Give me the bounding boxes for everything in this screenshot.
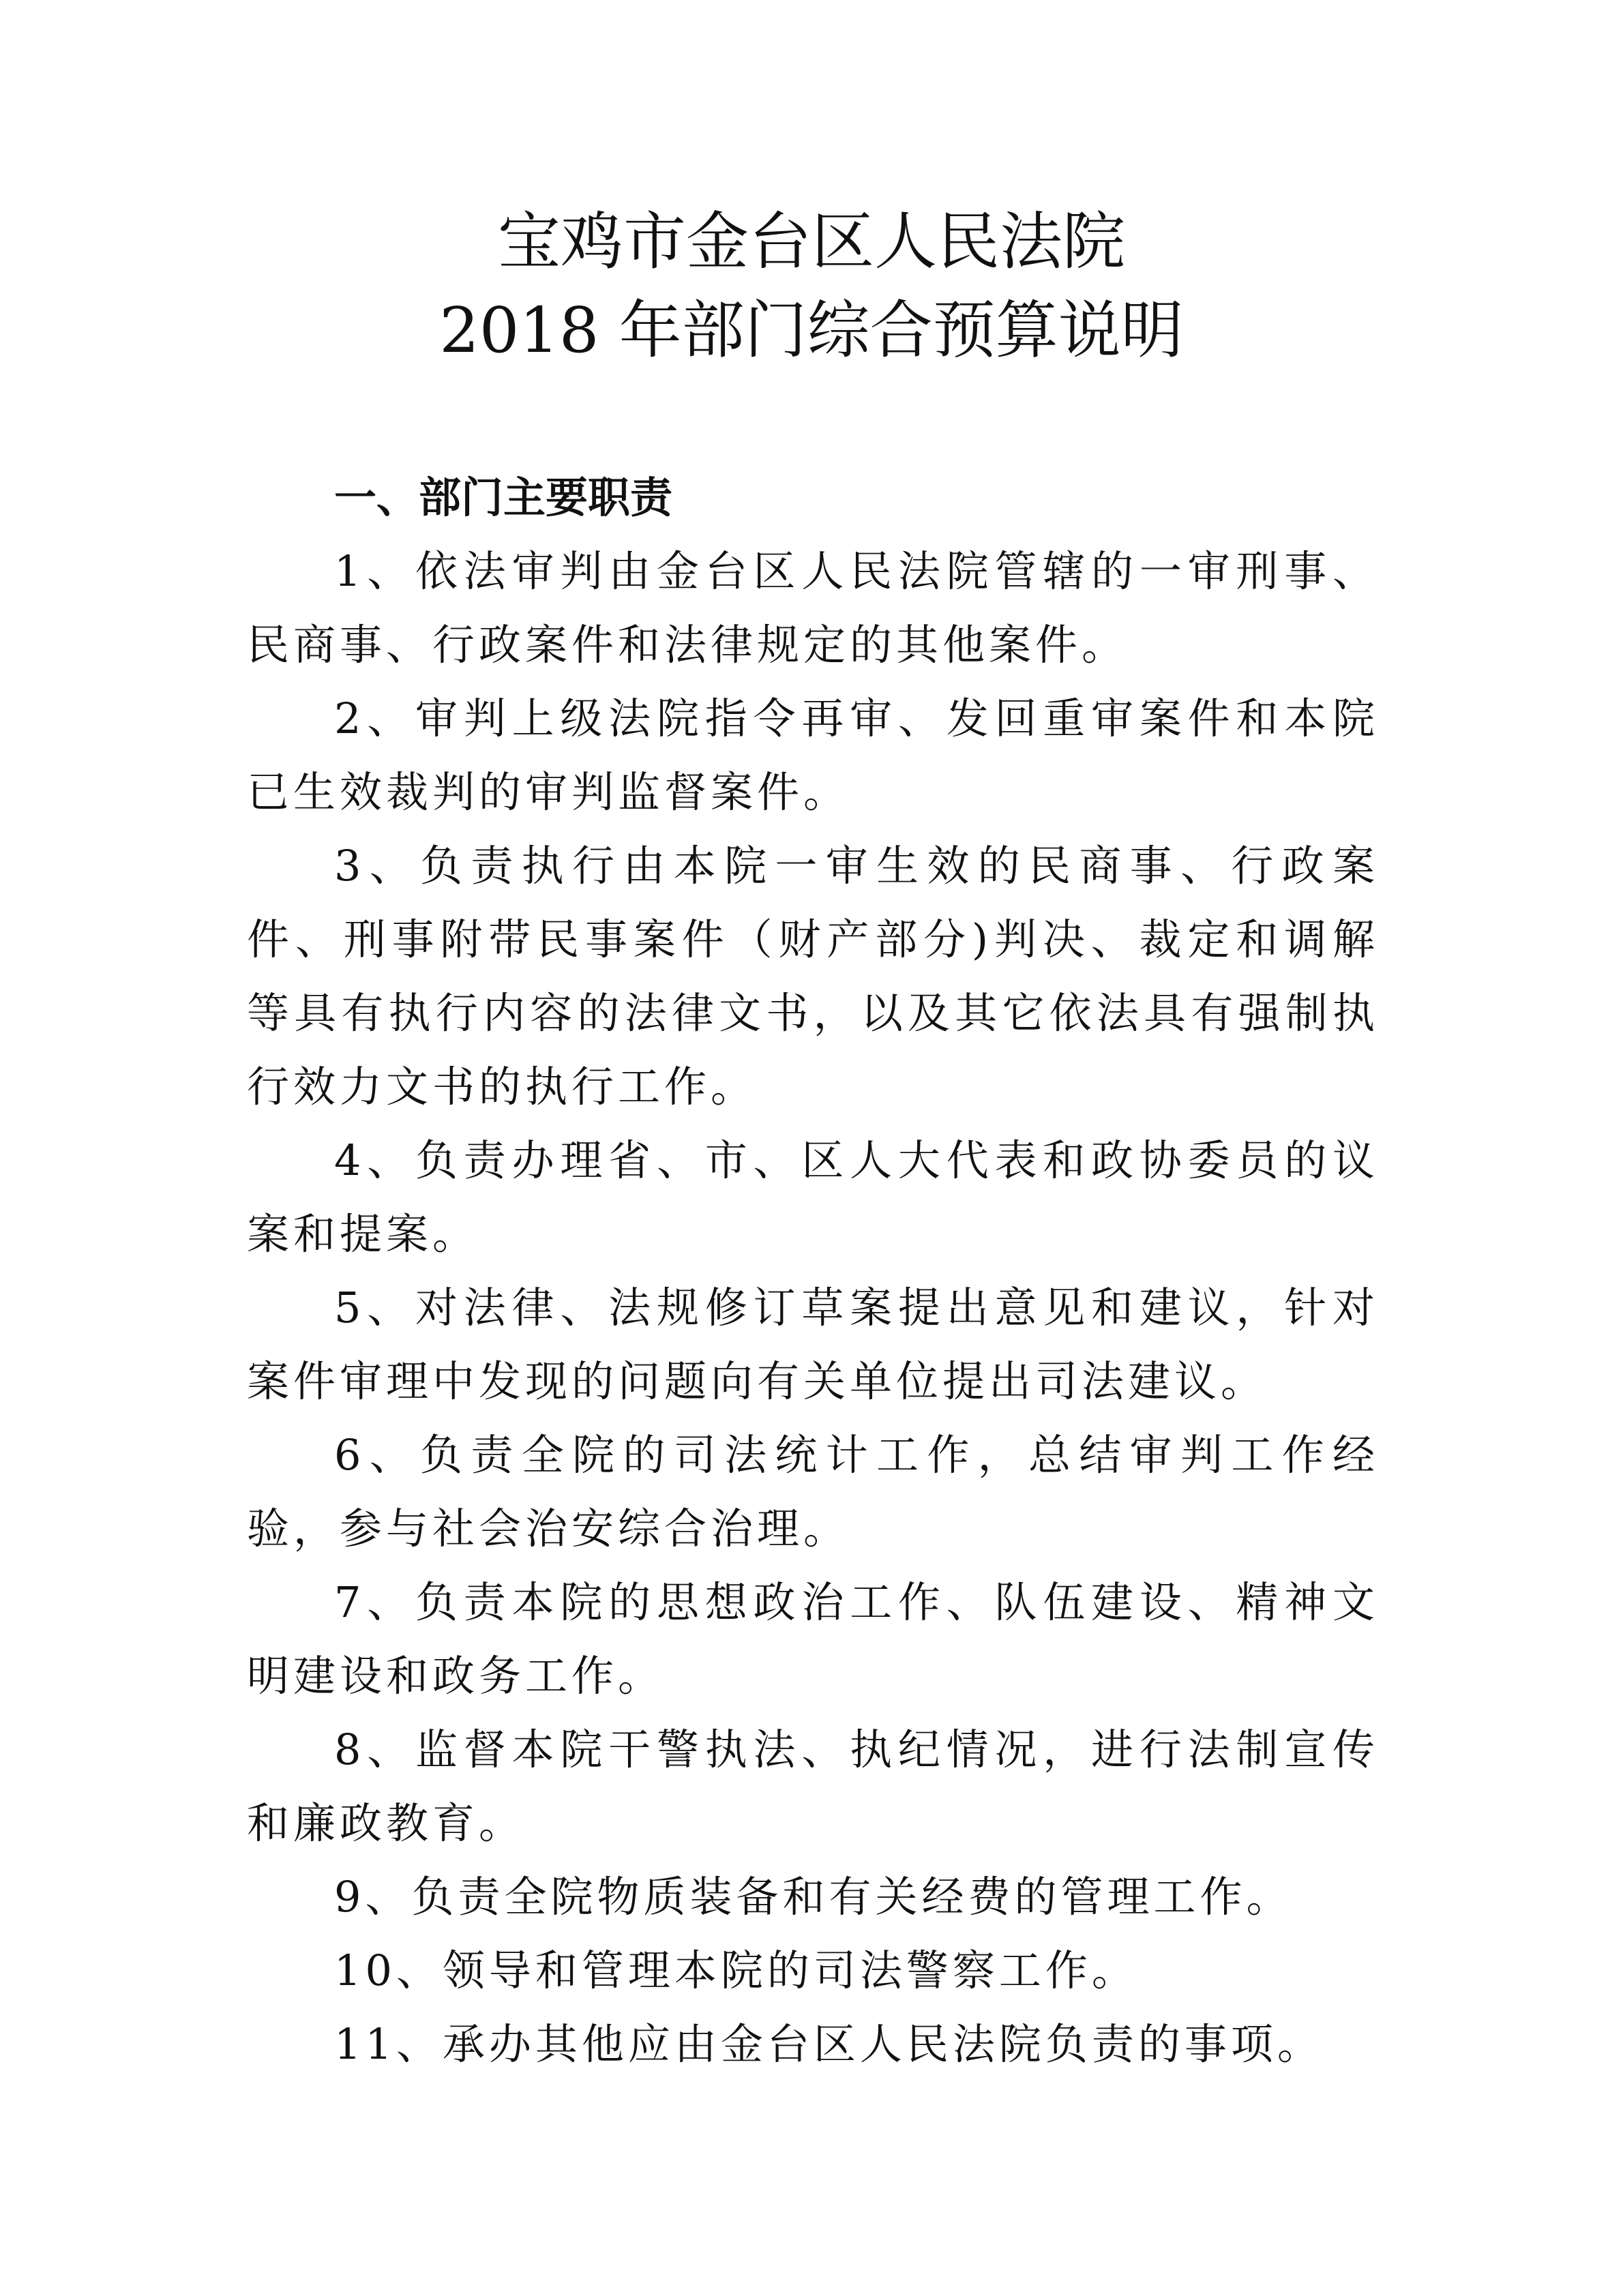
section-heading: 一、部门主要职责 bbox=[334, 473, 673, 522]
paragraph-2: 2、审判上级法院指令再审、发回重审案件和本院已生效裁判的审判监督案件。 bbox=[247, 694, 1379, 817]
document-body bbox=[247, 461, 1379, 2081]
paragraph-8: 8、监督本院干警执法、执纪情况，进行法制宣传和廉政教育。 bbox=[247, 1725, 1379, 1848]
paragraph-1: 1、依法审判由金台区人民法院管辖的一审刑事、民商事、行政案件和法律规定的其他案件。 bbox=[247, 546, 1379, 670]
title-line-2: 2018 年部门综合预算说明 bbox=[439, 294, 1184, 367]
title-line-1: 宝鸡市金台区人民法院 bbox=[497, 205, 1125, 278]
paragraph-9: 9、负责全院物质装备和有关经费的管理工作。 bbox=[334, 1872, 1293, 1922]
paragraph-7: 7、负责本院的思想政治工作、队伍建设、精神文明建设和政务工作。 bbox=[247, 1577, 1379, 1701]
paragraph-6: 6、负责全院的司法统计工作，总结审判工作经验，参与社会治安综合治理。 bbox=[247, 1430, 1379, 1553]
document-title bbox=[0, 198, 1623, 375]
paragraph-4: 4、负责办理省、市、区人大代表和政协委员的议案和提案。 bbox=[247, 1135, 1379, 1259]
paragraph-11: 11、承办其他应由金台区人民法院负责的事项。 bbox=[334, 2019, 1324, 2069]
paragraph-3: 3、负责执行由本院一审生效的民商事、行政案件、刑事附带民事案件（财产部分)判决、裁定和调解等具有执行内容的法律文书，以及其它依法具有强制执行效力文书的执行工作。 bbox=[247, 841, 1379, 1112]
paragraph-5: 5、对法律、法规修订草案提出意见和建议，针对案件审理中发现的问题向有关单位提出司法建议。 bbox=[247, 1283, 1379, 1406]
paragraph-10: 10、领导和管理本院的司法警察工作。 bbox=[334, 1945, 1138, 1995]
